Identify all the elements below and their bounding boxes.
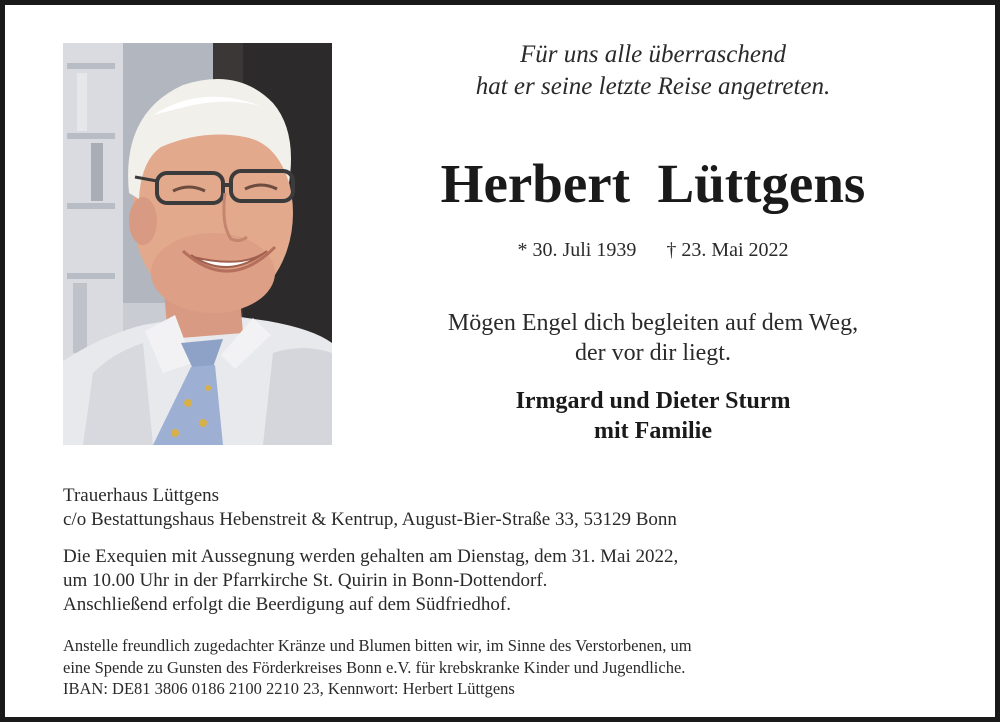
life-dates	[345, 238, 961, 262]
deceased-name: Herbert Lüttgens	[440, 153, 866, 214]
mourning-address	[63, 484, 963, 532]
mourners-line-1: Irmgard und Dieter Sturm	[515, 388, 791, 414]
address-line-1: Trauerhaus Lüttgens	[63, 485, 220, 506]
intro-line-2: hat er seine letzte Reise angetreten.	[475, 73, 831, 100]
funeral-service-info	[63, 545, 963, 617]
memorial-verse	[345, 308, 961, 368]
verse-line-1: Mögen Engel dich begleiten auf dem Weg,	[447, 310, 859, 336]
intro-line-1: Für uns alle überraschend	[520, 41, 786, 68]
portrait-photo	[63, 43, 332, 445]
donation-request	[63, 635, 963, 700]
mourners-line-2: mit Familie	[594, 418, 712, 444]
mourners-signature	[345, 386, 961, 446]
intro-text	[345, 39, 961, 103]
donation-line-2: eine Spende zu Gunsten des Förderkreises Bonn e.V. für krebskranke Kinder und Jugendliche.	[63, 657, 686, 677]
address-line-2: c/o Bestattungshaus Hebenstreit & Kentrup, August-Bier-Straße 33, 53129 Bonn	[63, 509, 677, 530]
birth-date: * 30. Juli 1939	[517, 239, 637, 261]
donation-line-1: Anstelle freundlich zugedachter Kränze und Blumen bitten wir, im Sinne des Verstorbenen, um	[63, 636, 692, 655]
death-date: † 23. Mai 2022	[666, 239, 789, 261]
service-line-2: um 10.00 Uhr in der Pfarrkirche St. Quirin in Bonn-Dottendorf.	[63, 570, 548, 591]
service-line-3: Anschließend erfolgt die Beerdigung auf dem Südfriedhof.	[63, 594, 511, 615]
service-line-1: Die Exequien mit Aussegnung werden gehalten am Dienstag, dem 31. Mai 2022,	[63, 546, 679, 567]
donation-iban: IBAN: DE81 3806 0186 2100 2210 23, Kennwort: Herbert Lüttgens	[63, 679, 515, 698]
verse-line-2: der vor dir liegt.	[575, 340, 731, 366]
